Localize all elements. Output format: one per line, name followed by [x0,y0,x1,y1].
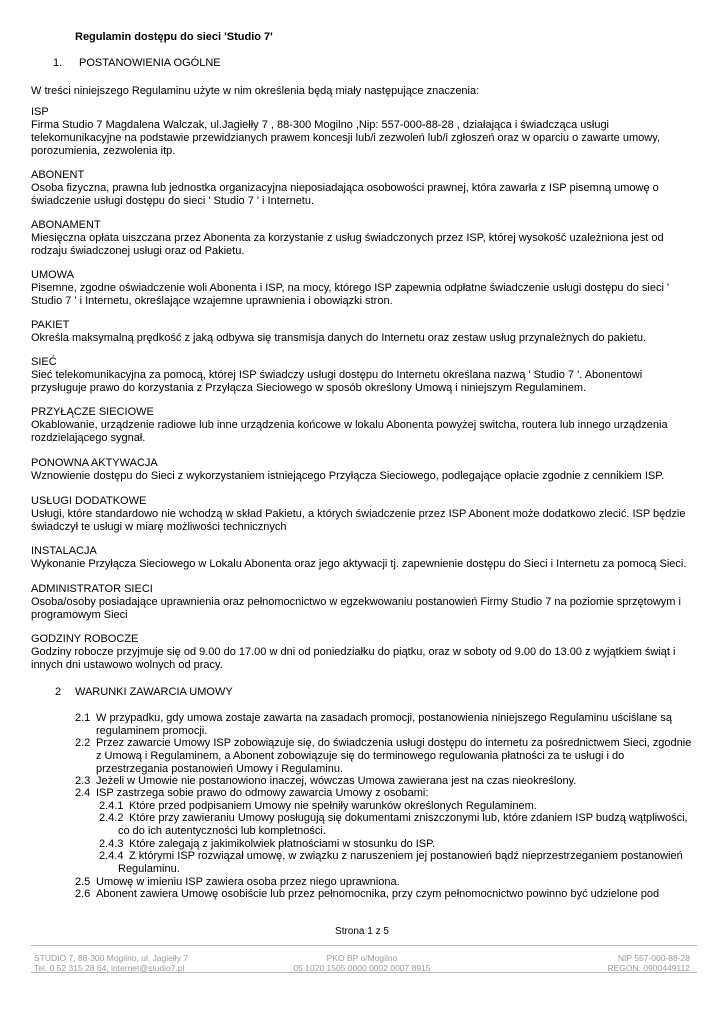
footer-divider-top [31,945,697,946]
definition-line: Wykonanie Przyłącza Sieciowego w Lokalu Abonenta oraz jego aktywacji tj. zapewnienie dostępu do Sieci i Internetu za pomocą Sieci. [31,558,687,570]
clause-line: Abonent zawiera Umowę osobiście lub przez pełnomocnika, przy czym pełnomocnictwo powinno być udzielone pod [96,888,660,900]
clause-line: regulaminem promocji. [96,725,208,737]
definition-term: ABONAMENT [31,219,101,231]
clause-line: Przez zawarcie Umowy ISP zobowiązuje się, do świadczenia usługi dostępu do internetu za pośrednictwem Sieci, zgodnie [96,737,692,749]
clause-line: Umowę w imieniu ISP zawiera osoba przez niego uprawniona. [96,876,400,888]
clause-number: 2.4.2 [99,812,124,824]
definition-isp [31,106,697,158]
clause-number: 2.4.3 [99,838,124,850]
definition-line: rodzaju świadczonej usługi oraz od Pakietu. [31,245,245,257]
definition-przylacze-sieciowe [31,406,697,445]
definition-line: programowym Sieci [31,609,128,621]
definition-line: Firma Studio 7 Magdalena Walczak, ul.Jagiełły 7 , 88-300 Mogilno ,Nip: 557-000-88-28 , działająca i świadcząca usługi [31,119,610,131]
clause-number: 2.4.4 [99,850,124,862]
clause-line: co do ich autentyczności lub kompletności. [118,825,326,837]
clause-number: 2.5 [75,876,91,888]
document-title: Regulamin dostępu do sieci 'Studio 7' [75,31,273,43]
footer-registration-info [607,953,690,973]
footer-nip: NIP 557-000-88-28 [617,953,690,963]
definition-line: przysługuje prawo do korzystania z Przyłącza Sieciowego w sposób określony Umową i niniejszym Regulaminem. [31,382,587,394]
clause-2-6 [75,888,705,901]
definition-line: świadczenie usługi dostępu do sieci ' Studio 7 ' i Internetu. [31,195,315,207]
definition-term: UMOWA [31,269,74,281]
definition-term: ISP [31,106,49,118]
section-1-number: 1. [53,57,63,69]
definition-instalacja [31,545,697,571]
definition-line: Miesięczna opłata uiszczana przez Abonenta za korzystanie z usług świadczonych przez ISP, której wysokość uzależniona jest od [31,232,664,244]
section-1-title: POSTANOWIENIA OGÓLNE [79,57,221,69]
definition-line: świadczył te usługi w miarę możliwości technicznych [31,521,287,533]
section-2-title: WARUNKI ZAWARCIA UMOWY [75,686,233,698]
section-2-heading [55,686,233,698]
clause-number: 2.3 [75,775,91,787]
definition-line: Osoba/osoby posiadające uprawnienia oraz pełnomocnictwo w egzekwowaniu postanowień Firmy Studio 7 na poziomie sprzętowym i [31,596,681,608]
definition-uslugi-dodatkowe [31,495,697,534]
clause-number: 2.6 [75,888,91,900]
definition-pakiet [31,319,697,345]
definition-term: ABONENT [31,169,85,181]
clause-line: Jeżeli w Umowie nie postanowiono inaczej, wówczas Umowa zawierana jest na czas nieokreślony. [96,775,577,787]
definition-line: Osoba fizyczna, prawna lub jednostka organizacyjna nieposiadająca osobowości prawnej, która zawarła z ISP pisemną umowę o [31,182,659,194]
definition-term: USŁUGI DODATKOWE [31,495,147,507]
definition-term: PRZYŁĄCZE SIECIOWE [31,406,154,418]
clause-number: 2.1 [75,712,91,724]
definition-term: GODZINY ROBOCZE [31,633,139,645]
definition-term: INSTALACJA [31,545,97,557]
clause-2-1 [75,712,705,738]
definition-line: porozumienia, zezwolenia itp. [31,145,176,157]
clause-line: ISP zastrzega sobie prawo do odmowy zawarcia Umowy z osobami: [96,787,429,799]
definition-term: PAKIET [31,319,70,331]
clause-line: Z którymi ISP rozwiązał umowę, w związku z naruszeniem jej postanowień bądź nieprzestrzeganiem postanowień [129,850,683,862]
definition-line: Studio 7 ' i Internetu, określające wzajemne uprawnienia i obowiązki stron. [31,295,393,307]
definition-term: ADMINISTRATOR SIECI [31,583,153,595]
definition-abonent [31,169,697,208]
definition-line: rozdzielającego sygnał. [31,432,146,444]
clause-line: przestrzegania postanowień Umowy i Regulaminu. [96,763,344,775]
footer-company-info [34,953,188,973]
definition-line: Sieć telekomunikacyjna za pomocą, której ISP świadczy usługi dostępu do Internetu określana nazwą ' Studio 7 '. Abonentowi [31,369,643,381]
definition-ponowna-aktywacja [31,457,697,483]
footer-regon: REGON: 0900449112 [607,963,690,973]
definition-line: Określa maksymalną prędkość z jaką odbywa się transmisja danych do Internetu oraz zestaw usług przynależnych do pakietu. [31,332,647,344]
clause-line: Które przy zawieraniu Umowy posługują się dokumentami zniszczonymi lub, które zdaniem ISP budzą wątpliwości, [129,812,688,824]
definition-godziny-robocze [31,633,697,672]
clause-line: Regulaminu. [118,863,180,875]
definition-administrator-sieci [31,583,697,622]
definition-term: SIEĆ [31,356,57,368]
clause-number: 2.2 [75,737,91,749]
clause-line: Które zalegają z jakimikolwiek płatnościami w stosunku do ISP. [129,838,436,850]
definition-line: innych dni ustawowo wolnych od pracy. [31,659,223,671]
section-2-number: 2 [55,686,62,698]
footer-bank-account: 05 1020 1505 0000 0002 0007 8915 [293,963,431,973]
footer-bank-name: PKO BP o/Mogilno [326,953,398,963]
clause-line: z Umową i Regulaminem, a Abonent zobowiązuje się do terminowego regulowania płatności za te usługi i do [96,750,625,762]
clause-2-4-4 [99,850,705,876]
definition-term: PONOWNA AKTYWACJA [31,457,158,469]
footer-contact: Tel. 0 52 315 28 64, internet@studio7.pl [34,963,185,973]
intro-paragraph: W treści niniejszego Regulaminu użyte w nim określenia będą miały następujące znaczenia: [31,85,480,97]
clause-number: 2.4.1 [99,800,124,812]
footer-divider-bottom [31,972,697,973]
clause-line: W przypadku, gdy umowa zostaje zawarta na zasadach promocji, postanowienia niniejszego Regulaminu uściślane są [96,712,672,724]
footer-bank-info [230,953,494,973]
definition-line: Usługi, które standardowo nie wchodzą w skład Pakietu, a których świadczenie przez ISP Abonent może dodatkowo zlecić. ISP będzie [31,508,686,520]
definition-line: Pisemne, zgodne oświadczenie woli Abonenta i ISP, na mocy, którego ISP zapewnia odpłatne świadczenie usługi dostępu do sieci ' [31,282,670,294]
definition-line: Wznowienie dostępu do Sieci z wykorzystaniem istniejącego Przyłącza Sieciowego, podlegające opłacie zgodnie z cennikiem ISP. [31,470,665,482]
definition-abonament [31,219,697,258]
clause-2-2 [75,737,705,776]
definition-umowa [31,269,697,308]
section-1-heading [53,57,221,69]
definition-siec [31,356,697,395]
clause-2-4 [75,787,705,800]
clause-line: Które przed podpisaniem Umowy nie spełniły warunków określonych Regulaminem. [129,800,537,812]
page-number: Strona 1 z 5 [335,926,389,937]
footer-address: STUDIO 7, 88-300 Mogilno, ul. Jagiełły 7 [34,953,189,963]
definition-line: Okablowanie, urządzenie radiowe lub inne urządzenia końcowe w lokalu Abonenta powyżej switcha, routera lub innego urządzenia [31,419,668,431]
definition-line: Godziny robocze przyjmuje się od 9.00 do 17.00 w dni od poniedziałku do piątku, oraz w soboty od 9.00 do 13.00 z wyjątkiem świąt i [31,646,676,658]
clause-number: 2.4 [75,787,91,799]
definition-line: telekomunikacyjne na podstawie przewidzianych prawem koncesji lub/i zezwoleń lub/i zgłoszeń oraz w oparciu o zawarte umowy, [31,132,660,144]
clause-2-4-2 [99,812,705,838]
